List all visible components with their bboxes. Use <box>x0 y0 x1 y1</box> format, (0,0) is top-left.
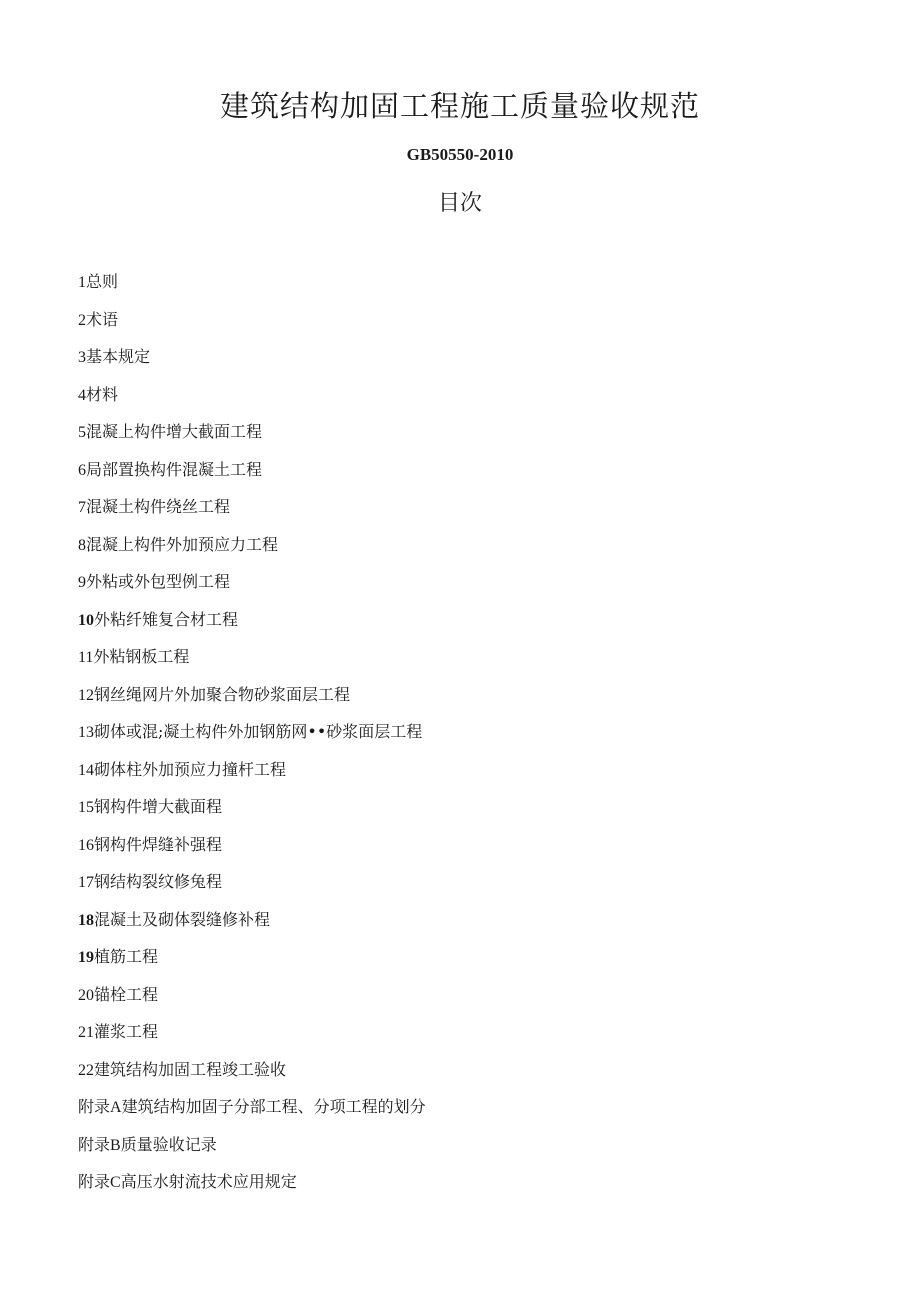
toc-entry-title: 术语 <box>86 309 119 329</box>
toc-entry-title: 基本规定 <box>86 347 151 366</box>
toc-entry-title: 灌浆工程 <box>94 1022 159 1041</box>
toc-entry-title: 钢丝绳网片外加聚合物砂浆面层工程 <box>94 684 351 704</box>
appendix-title: 高压水射流技术应用规定 <box>120 1172 297 1191</box>
appendix-letter: C <box>110 1174 121 1191</box>
appendix-entry <box>78 1133 426 1171</box>
appendix-prefix: 附录 <box>78 1097 111 1116</box>
toc-entry-title: 钢结构裂纹修兔程 <box>94 872 223 891</box>
toc-heading: 目次 <box>437 191 482 216</box>
toc-entry-number: 5 <box>78 424 86 441</box>
toc-entry-number: 12 <box>78 686 94 704</box>
appendix-entry <box>78 1095 426 1133</box>
toc-entry <box>78 270 426 308</box>
toc-entry-title: 砌体或混;凝土构件外加钢筋网••砂浆面层工程 <box>94 722 423 741</box>
toc-entry-number: 21 <box>78 1024 94 1041</box>
appendix-prefix: 附录 <box>78 1134 111 1154</box>
toc-entry <box>78 608 426 646</box>
appendix-letter: A <box>110 1099 122 1116</box>
toc-entry-number: 3 <box>78 349 86 366</box>
toc-entry-title: 外粘纤雉复合材工程 <box>94 609 239 629</box>
toc-entry <box>78 458 426 496</box>
toc-entry <box>78 795 426 833</box>
toc-entry <box>78 345 426 383</box>
toc-entry <box>78 833 426 871</box>
toc-entry <box>78 1058 426 1096</box>
toc-entry <box>78 683 426 721</box>
toc-entry-number: 17 <box>78 874 94 891</box>
toc-entry-number: 11 <box>78 649 94 666</box>
toc-entry <box>78 383 426 421</box>
appendix-prefix: 附录 <box>78 1172 111 1191</box>
toc-entry-title: 总则 <box>86 272 119 291</box>
toc-entry-number: 4 <box>78 386 86 404</box>
toc-entry-title: 钢构件焊缝补强程 <box>94 834 223 854</box>
toc-entry-number: 13 <box>78 724 94 741</box>
toc-entry-number: 20 <box>78 986 94 1004</box>
toc-entry-title: 混凝上构件增大截面工程 <box>86 422 263 441</box>
document-title: 建筑结构加固工程施工质量验收规范 <box>219 89 700 123</box>
toc-entry <box>78 1020 426 1058</box>
toc-entry-number: 15 <box>78 799 94 816</box>
appendix-title: 质量验收记录 <box>120 1134 217 1154</box>
toc-entry-number: 6 <box>78 461 86 479</box>
appendix-title: 建筑结构加固子分部工程、分项工程的划分 <box>121 1097 426 1116</box>
appendix-entry <box>78 1170 426 1208</box>
toc-entry <box>78 533 426 571</box>
toc-entry-number: 1 <box>78 274 86 291</box>
toc-entry-title: 锚栓工程 <box>94 984 159 1004</box>
toc-entry-title: 钢构件增大截面程 <box>94 797 223 816</box>
table-of-contents <box>78 270 426 1208</box>
toc-entry <box>78 308 426 346</box>
toc-entry <box>78 570 426 608</box>
toc-entry-title: 局部置换构件混凝土工程 <box>86 459 263 479</box>
toc-entry <box>78 420 426 458</box>
toc-entry-number: 9 <box>78 574 86 591</box>
toc-entry-title: 外粘或外包型例工程 <box>86 572 231 591</box>
toc-entry-number: 16 <box>78 836 94 854</box>
toc-entry <box>78 495 426 533</box>
toc-entry-title: 植筋工程 <box>94 947 159 966</box>
toc-entry-title: 建筑结构加固工程竣工验收 <box>94 1059 287 1079</box>
toc-entry-title: 混凝上构件外加预应力工程 <box>86 534 279 554</box>
toc-entry <box>78 983 426 1021</box>
toc-entry-number: 19 <box>78 949 94 966</box>
toc-entry-title: 混凝土及砌体裂缝修补程 <box>94 909 271 929</box>
appendix-letter: B <box>110 1136 121 1154</box>
toc-entry-number: 8 <box>78 536 86 554</box>
standard-code: GB50550-2010 <box>406 145 514 164</box>
toc-entry <box>78 758 426 796</box>
toc-entry-number: 2 <box>78 311 86 329</box>
toc-entry-number: 18 <box>78 911 94 929</box>
toc-entry <box>78 870 426 908</box>
toc-entry-number: 10 <box>78 611 94 629</box>
toc-entry <box>78 720 426 758</box>
toc-entry-number: 7 <box>78 499 86 516</box>
toc-entry <box>78 945 426 983</box>
toc-entry-number: 22 <box>78 1061 94 1079</box>
toc-entry <box>78 645 426 683</box>
toc-entry-title: 砌体柱外加预应力撞杆工程 <box>94 759 287 779</box>
toc-entry-title: 外粘钢板工程 <box>93 647 190 666</box>
toc-entry-title: 材料 <box>86 384 119 404</box>
toc-entry-title: 混凝土构件绕丝工程 <box>86 497 231 516</box>
toc-entry-number: 14 <box>78 761 94 779</box>
toc-entry <box>78 908 426 946</box>
